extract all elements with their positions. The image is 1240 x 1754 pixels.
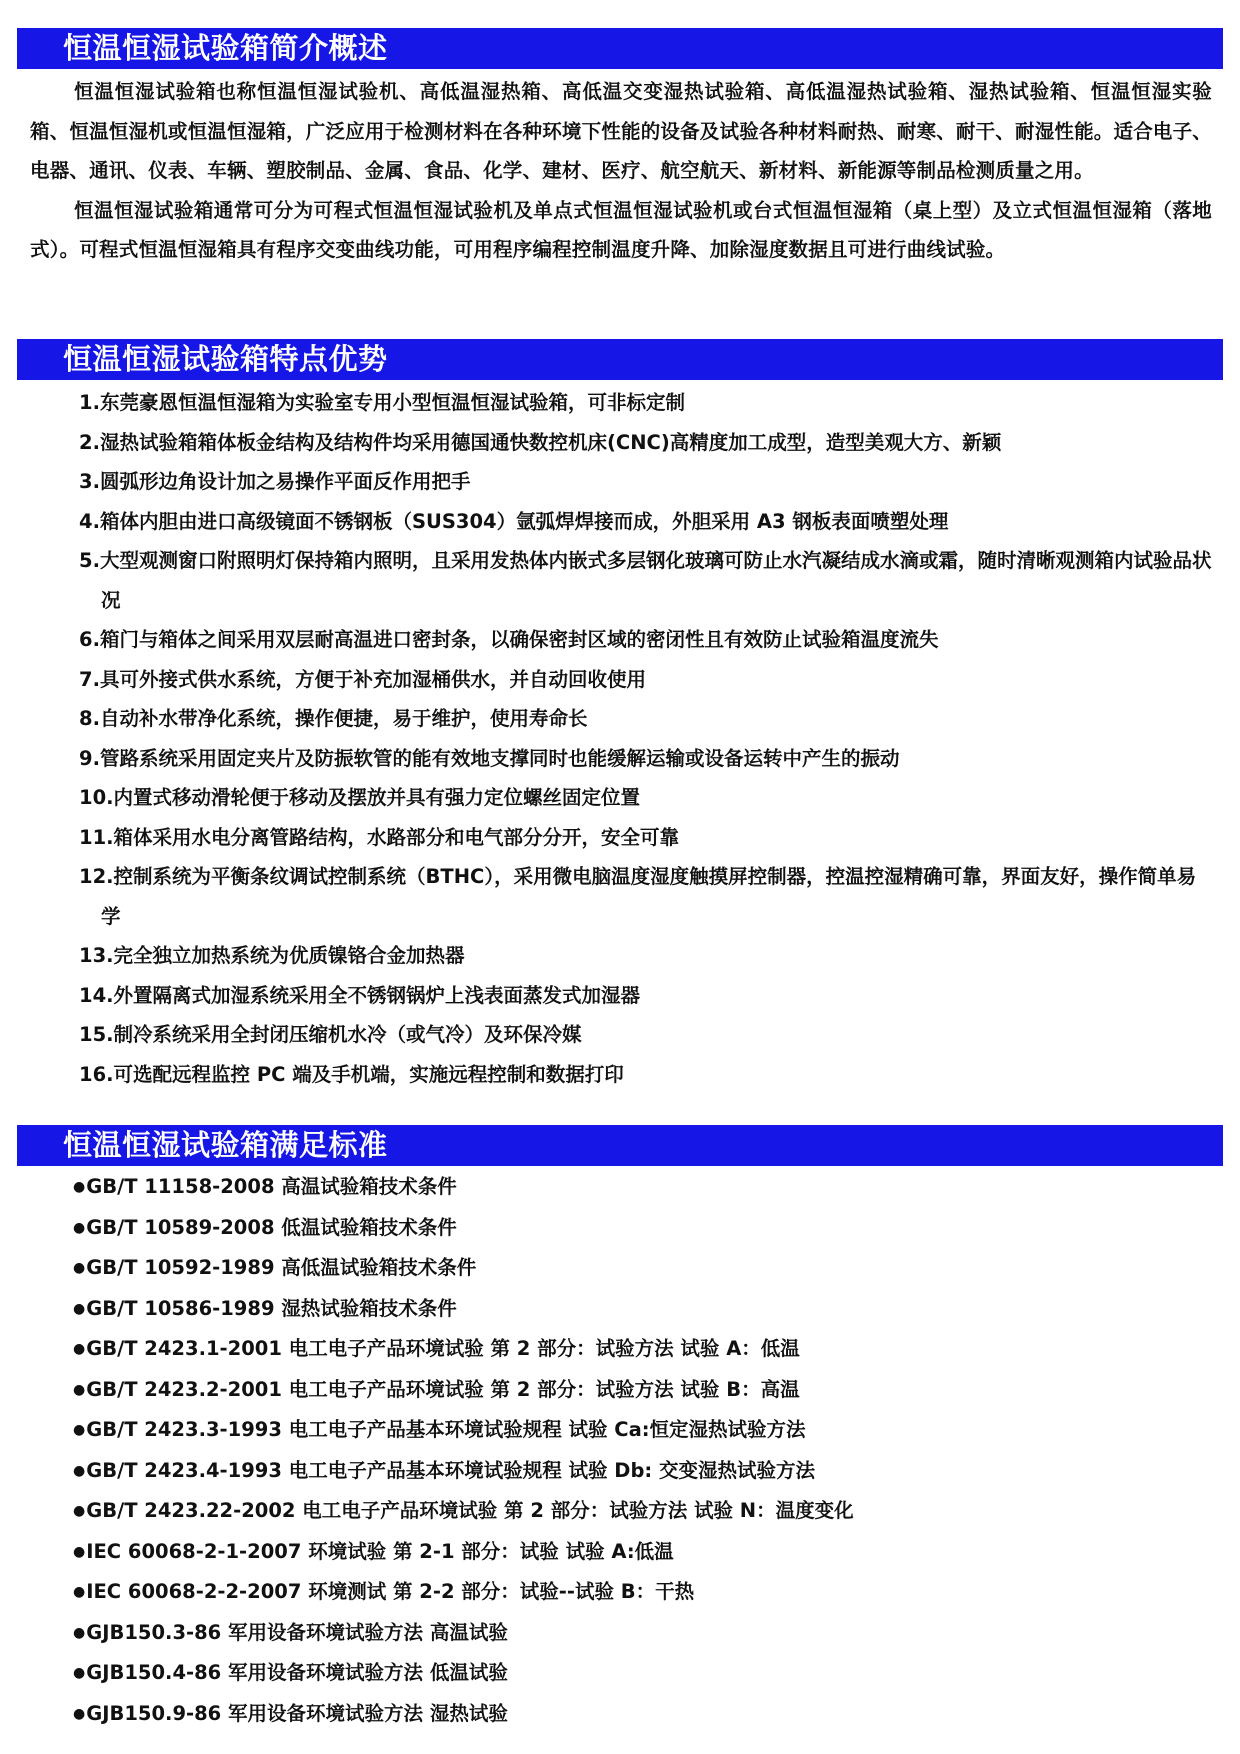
feature-item: 10.内置式移动滑轮便于移动及摆放并具有强力定位螺丝固定位置 — [79, 786, 641, 809]
standard-item — [73, 1410, 1240, 1451]
bullet-icon: ● — [73, 1462, 86, 1479]
bullet-icon: ● — [73, 1260, 86, 1276]
standard-text: GB/T 2423.1-2001 电工电子产品环境试验 第 2 部分：试验方法 试验 A：低温 — [86, 1337, 800, 1360]
feature-item: 7.具可外接式供水系统，方便于补充加湿桶供水，并自动回收使用 — [79, 667, 646, 691]
bullet-icon: ● — [73, 1341, 86, 1357]
standard-text: GJB150.9-86 军用设备环境试验方法 湿热试验 — [86, 1701, 508, 1725]
standards-list — [0, 1167, 1240, 1734]
standard-item — [73, 1451, 1240, 1492]
standard-item — [73, 1653, 1240, 1694]
standard-text: GB/T 11158-2008 高温试验箱技术条件 — [86, 1175, 457, 1198]
feature-item: 6.箱门与箱体之间采用双层耐高温进口密封条，以确保密封区域的密闭性且有效防止试验箱温度流失 — [79, 628, 939, 651]
bullet-icon: ● — [73, 1422, 86, 1438]
overview-paragraph-1: 恒温恒湿试验箱也称恒温恒湿试验机、高低温湿热箱、高低温交变湿热试验箱、高低温湿热试验箱、湿热试验箱、恒温恒湿实验箱、恒温恒湿机或恒温恒湿箱，广泛应用于检测材料在各种环境下性能的设备及试验各种材料耐热、耐寒、耐干、耐湿性能。适合电子、电器、通讯、仪表、车辆、塑胶制品、金属、食品、化学、建材、医疗、航空航天、新材料、新能源等制品检测质量之用。 — [30, 80, 1213, 182]
feature-item: 9.管路系统采用固定夹片及防振软管的能有效地支撑同时也能缓解运输或设备运转中产生的振动 — [79, 746, 900, 770]
standard-text: GB/T 2423.3-1993 电工电子产品基本环境试验规程 试验 Ca:恒定湿热试验方法 — [86, 1418, 806, 1441]
bullet-icon: ● — [73, 1624, 86, 1641]
feature-item: 5.大型观测窗口附照明灯保持箱内照明，且采用发热体内嵌式多层钢化玻璃可防止水汽凝结成水滴或霜，随时清晰观测箱内试验品状况 — [79, 549, 1212, 612]
standard-text: IEC 60068-2-1-2007 环境试验 第 2-1 部分：试验 试验 A:低温 — [86, 1539, 674, 1563]
bullet-icon: ● — [73, 1503, 86, 1519]
feature-item: 14.外置隔离式加湿系统采用全不锈钢锅炉上浅表面蒸发式加湿器 — [79, 983, 641, 1007]
overview-section — [0, 28, 1240, 270]
standard-text: GB/T 2423.22-2002 电工电子产品环境试验 第 2 部分：试验方法 试验 N：温度变化 — [86, 1499, 854, 1522]
bullet-icon: ● — [73, 1705, 86, 1722]
overview-heading: 恒温恒湿试验箱简介概述 — [17, 28, 1223, 69]
standard-item — [73, 1329, 1240, 1370]
feature-item: 1.东莞豪恩恒温恒湿箱为实验室专用小型恒温恒湿试验箱，可非标定制 — [79, 391, 685, 414]
bullet-icon: ● — [73, 1381, 86, 1398]
feature-item: 4.箱体内胆由进口高级镜面不锈钢板（SUS304）氩弧焊焊接而成，外胆采用 A3 钢板表面喷塑处理 — [79, 509, 949, 533]
standards-heading: 恒温恒湿试验箱满足标准 — [17, 1125, 1223, 1166]
bullet-icon: ● — [73, 1665, 86, 1681]
bullet-icon: ● — [73, 1219, 86, 1236]
standard-item — [73, 1572, 1240, 1613]
standard-text: GB/T 10592-1989 高低温试验箱技术条件 — [86, 1256, 477, 1279]
standard-item — [73, 1694, 1240, 1735]
standard-item — [73, 1208, 1240, 1249]
standard-text: IEC 60068-2-2-2007 环境测试 第 2-2 部分：试验--试验 B：干热 — [86, 1580, 695, 1603]
features-section — [0, 339, 1240, 1094]
bullet-icon: ● — [73, 1300, 86, 1317]
features-list — [0, 383, 1214, 1094]
standard-item — [73, 1167, 1240, 1208]
feature-item: 3.圆弧形边角设计加之易操作平面反作用把手 — [79, 470, 471, 493]
standard-text: GB/T 10586-1989 湿热试验箱技术条件 — [86, 1296, 457, 1320]
feature-item: 2.湿热试验箱箱体板金结构及结构件均采用德国通快数控机床(CNC)高精度加工成型，造型美观大方、新颖 — [79, 430, 1002, 454]
standard-text: GJB150.4-86 军用设备环境试验方法 低温试验 — [86, 1661, 508, 1684]
standard-item — [73, 1289, 1240, 1330]
standards-section — [0, 1125, 1240, 1734]
overview-paragraph-2: 恒温恒湿试验箱通常可分为可程式恒温恒湿试验机及单点式恒温恒湿试验机或台式恒温恒湿箱（桌上型）及立式恒温恒湿箱（落地式）。可程式恒温恒湿箱具有程序交变曲线功能，可用程序编程控制温度升降、加除湿度数据且可进行曲线试验。 — [30, 198, 1212, 261]
bullet-icon: ● — [73, 1584, 86, 1600]
feature-item: 16.可选配远程监控 PC 端及手机端，实施远程控制和数据打印 — [79, 1062, 624, 1086]
standard-item — [73, 1532, 1240, 1573]
feature-item: 13.完全独立加热系统为优质镍铬合金加热器 — [79, 944, 465, 967]
standard-item — [73, 1491, 1240, 1532]
standard-text: GJB150.3-86 军用设备环境试验方法 高温试验 — [86, 1620, 508, 1644]
standard-text: GB/T 2423.2-2001 电工电子产品环境试验 第 2 部分：试验方法 试验 B：高温 — [86, 1377, 800, 1401]
feature-item: 12.控制系统为平衡条纹调试控制系统（BTHC），采用微电脑温度湿度触摸屏控制器，控温控湿精确可靠，界面友好，操作简单易学 — [79, 865, 1197, 928]
standard-text: GB/T 2423.4-1993 电工电子产品基本环境试验规程 试验 Db: 交变湿热试验方法 — [86, 1458, 816, 1482]
features-heading: 恒温恒湿试验箱特点优势 — [17, 339, 1223, 380]
feature-item: 8.自动补水带净化系统，操作便捷，易于维护，使用寿命长 — [79, 707, 588, 730]
bullet-icon: ● — [73, 1179, 86, 1195]
standard-text: GB/T 10589-2008 低温试验箱技术条件 — [86, 1215, 457, 1239]
feature-item: 11.箱体采用水电分离管路结构，水路部分和电气部分分开，安全可靠 — [79, 825, 680, 849]
standard-item — [73, 1370, 1240, 1411]
bullet-icon: ● — [73, 1543, 86, 1560]
standard-item — [73, 1248, 1240, 1289]
feature-item: 15.制冷系统采用全封闭压缩机水冷（或气冷）及环保冷媒 — [79, 1023, 582, 1046]
overview-body — [0, 72, 1240, 270]
standard-item — [73, 1613, 1240, 1654]
